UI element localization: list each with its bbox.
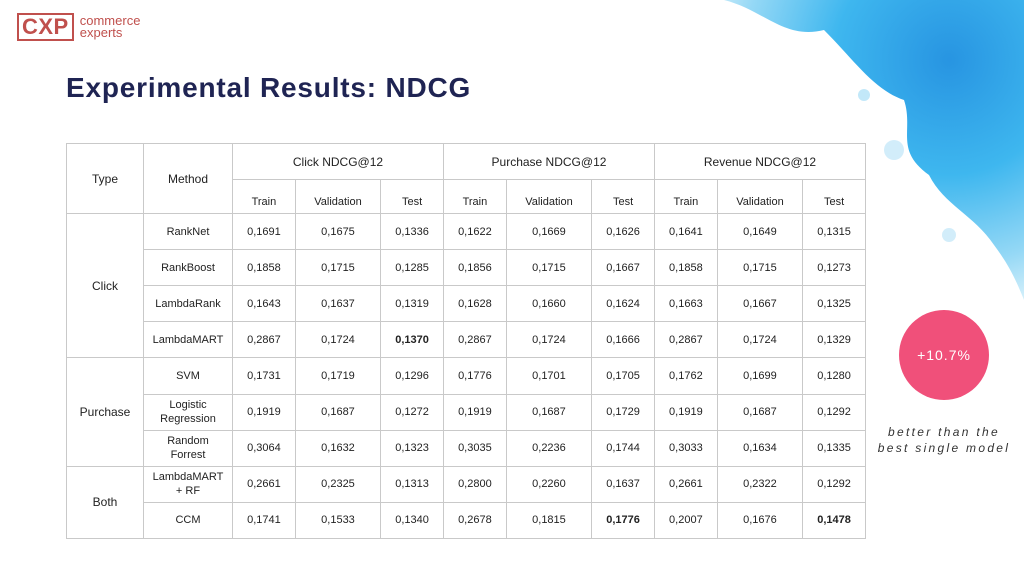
metric-cell: 0,2678 (443, 502, 506, 538)
table-row (67, 430, 866, 466)
metric-cell: 0,2867 (233, 322, 296, 358)
metric-cell: 0,2800 (443, 466, 506, 502)
metric-cell: 0,1634 (717, 430, 802, 466)
metric-cell: 0,1667 (592, 250, 655, 286)
metric-cell: 0,2325 (295, 466, 380, 502)
metric-cell: 0,1675 (295, 214, 380, 250)
metric-cell: 0,3064 (233, 430, 296, 466)
metric-cell: 0,1649 (717, 214, 802, 250)
metric-cell: 0,1292 (803, 466, 866, 502)
metric-cell: 0,1335 (803, 430, 866, 466)
metric-cell: 0,1744 (592, 430, 655, 466)
metric-cell: 0,1296 (381, 358, 444, 394)
metric-cell: 0,1666 (592, 322, 655, 358)
metric-cell: 0,1724 (717, 322, 802, 358)
metric-cell: 0,1762 (654, 358, 717, 394)
row-type-label: Purchase (67, 358, 144, 466)
split-header: Test (803, 180, 866, 214)
metric-cell: 0,1622 (443, 214, 506, 250)
logo-wordmark (80, 15, 141, 39)
table-row (67, 358, 866, 394)
table-row (67, 250, 866, 286)
improvement-caption: better than the best single model (877, 425, 1011, 455)
group-header: Purchase NDCG@12 (443, 144, 654, 180)
metric-cell: 0,1273 (803, 250, 866, 286)
metric-cell: 0,1741 (233, 502, 296, 538)
row-method-label: LambdaMART (144, 322, 233, 358)
metric-cell: 0,1663 (654, 286, 717, 322)
split-header: Train (654, 180, 717, 214)
row-method-label: Logistic Regression (144, 394, 233, 430)
metric-cell: 0,1624 (592, 286, 655, 322)
metric-cell: 0,1687 (295, 394, 380, 430)
row-method-label: SVM (144, 358, 233, 394)
logo-line-2: experts (79, 25, 123, 40)
split-header: Validation (717, 180, 802, 214)
split-header: Test (381, 180, 444, 214)
row-method-label: RankNet (144, 214, 233, 250)
metric-cell: 0,1292 (803, 394, 866, 430)
results-table (66, 143, 866, 539)
metric-cell: 0,2661 (233, 466, 296, 502)
metric-cell: 0,1919 (233, 394, 296, 430)
metric-cell: 0,1858 (654, 250, 717, 286)
slide-title: Experimental Results: NDCG (66, 72, 472, 103)
company-logo (17, 13, 140, 41)
metric-cell: 0,1315 (803, 214, 866, 250)
metric-cell: 0,1729 (592, 394, 655, 430)
logo-line-1: commerce (79, 13, 141, 28)
metric-cell: 0,1637 (592, 466, 655, 502)
metric-cell: 0,1478 (803, 502, 866, 538)
row-method-label: Random Forrest (144, 430, 233, 466)
metric-cell: 0,1637 (295, 286, 380, 322)
metric-cell: 0,1323 (381, 430, 444, 466)
split-header: Validation (506, 180, 591, 214)
metric-cell: 0,1731 (233, 358, 296, 394)
metric-cell: 0,3033 (654, 430, 717, 466)
metric-cell: 0,1643 (233, 286, 296, 322)
metric-cell: 0,1699 (717, 358, 802, 394)
metric-cell: 0,1919 (654, 394, 717, 430)
table-row (67, 466, 866, 502)
group-header: Revenue NDCG@12 (654, 144, 865, 180)
metric-cell: 0,1719 (295, 358, 380, 394)
metric-cell: 0,1336 (381, 214, 444, 250)
split-header: Validation (295, 180, 380, 214)
metric-cell: 0,1285 (381, 250, 444, 286)
metric-cell: 0,1641 (654, 214, 717, 250)
metric-cell: 0,1701 (506, 358, 591, 394)
table-row (67, 394, 866, 430)
metric-cell: 0,1370 (381, 322, 444, 358)
metric-cell: 0,1325 (803, 286, 866, 322)
metric-cell: 0,1715 (506, 250, 591, 286)
metric-cell: 0,1313 (381, 466, 444, 502)
metric-cell: 0,1280 (803, 358, 866, 394)
metric-cell: 0,1628 (443, 286, 506, 322)
metric-cell: 0,2322 (717, 466, 802, 502)
metric-cell: 0,1705 (592, 358, 655, 394)
row-type-label: Click (67, 214, 144, 358)
row-method-label: RankBoost (144, 250, 233, 286)
metric-cell: 0,1319 (381, 286, 444, 322)
metric-cell: 0,1724 (295, 322, 380, 358)
type-header: Type (67, 144, 144, 214)
metric-cell: 0,1340 (381, 502, 444, 538)
metric-cell: 0,1272 (381, 394, 444, 430)
metric-cell: 0,1687 (506, 394, 591, 430)
row-method-label: LambdaMART + RF (144, 466, 233, 502)
metric-cell: 0,2867 (654, 322, 717, 358)
metric-cell: 0,1724 (506, 322, 591, 358)
metric-cell: 0,1669 (506, 214, 591, 250)
metric-cell: 0,2007 (654, 502, 717, 538)
split-header: Train (443, 180, 506, 214)
split-header: Test (592, 180, 655, 214)
metric-cell: 0,1776 (443, 358, 506, 394)
metric-cell: 0,1815 (506, 502, 591, 538)
metric-cell: 0,1691 (233, 214, 296, 250)
header-row-groups (67, 144, 866, 180)
metric-cell: 0,2236 (506, 430, 591, 466)
metric-cell: 0,1919 (443, 394, 506, 430)
row-method-label: CCM (144, 502, 233, 538)
table-row (67, 286, 866, 322)
table-row (67, 502, 866, 538)
row-method-label: LambdaRank (144, 286, 233, 322)
table-row (67, 322, 866, 358)
logo-mark: CXP (17, 13, 74, 41)
metric-cell: 0,1776 (592, 502, 655, 538)
split-header: Train (233, 180, 296, 214)
metric-cell: 0,1626 (592, 214, 655, 250)
metric-cell: 0,1676 (717, 502, 802, 538)
metric-cell: 0,1858 (233, 250, 296, 286)
metric-cell: 0,1715 (717, 250, 802, 286)
metric-cell: 0,2867 (443, 322, 506, 358)
row-type-label: Both (67, 466, 144, 538)
metric-cell: 0,1856 (443, 250, 506, 286)
metric-cell: 0,2260 (506, 466, 591, 502)
table-row (67, 214, 866, 250)
metric-cell: 0,1687 (717, 394, 802, 430)
group-header: Click NDCG@12 (233, 144, 444, 180)
metric-cell: 0,2661 (654, 466, 717, 502)
metric-cell: 0,1632 (295, 430, 380, 466)
method-header: Method (144, 144, 233, 214)
improvement-badge: +10.7% (899, 310, 989, 400)
metric-cell: 0,1533 (295, 502, 380, 538)
metric-cell: 0,1660 (506, 286, 591, 322)
metric-cell: 0,3035 (443, 430, 506, 466)
metric-cell: 0,1715 (295, 250, 380, 286)
metric-cell: 0,1667 (717, 286, 802, 322)
metric-cell: 0,1329 (803, 322, 866, 358)
